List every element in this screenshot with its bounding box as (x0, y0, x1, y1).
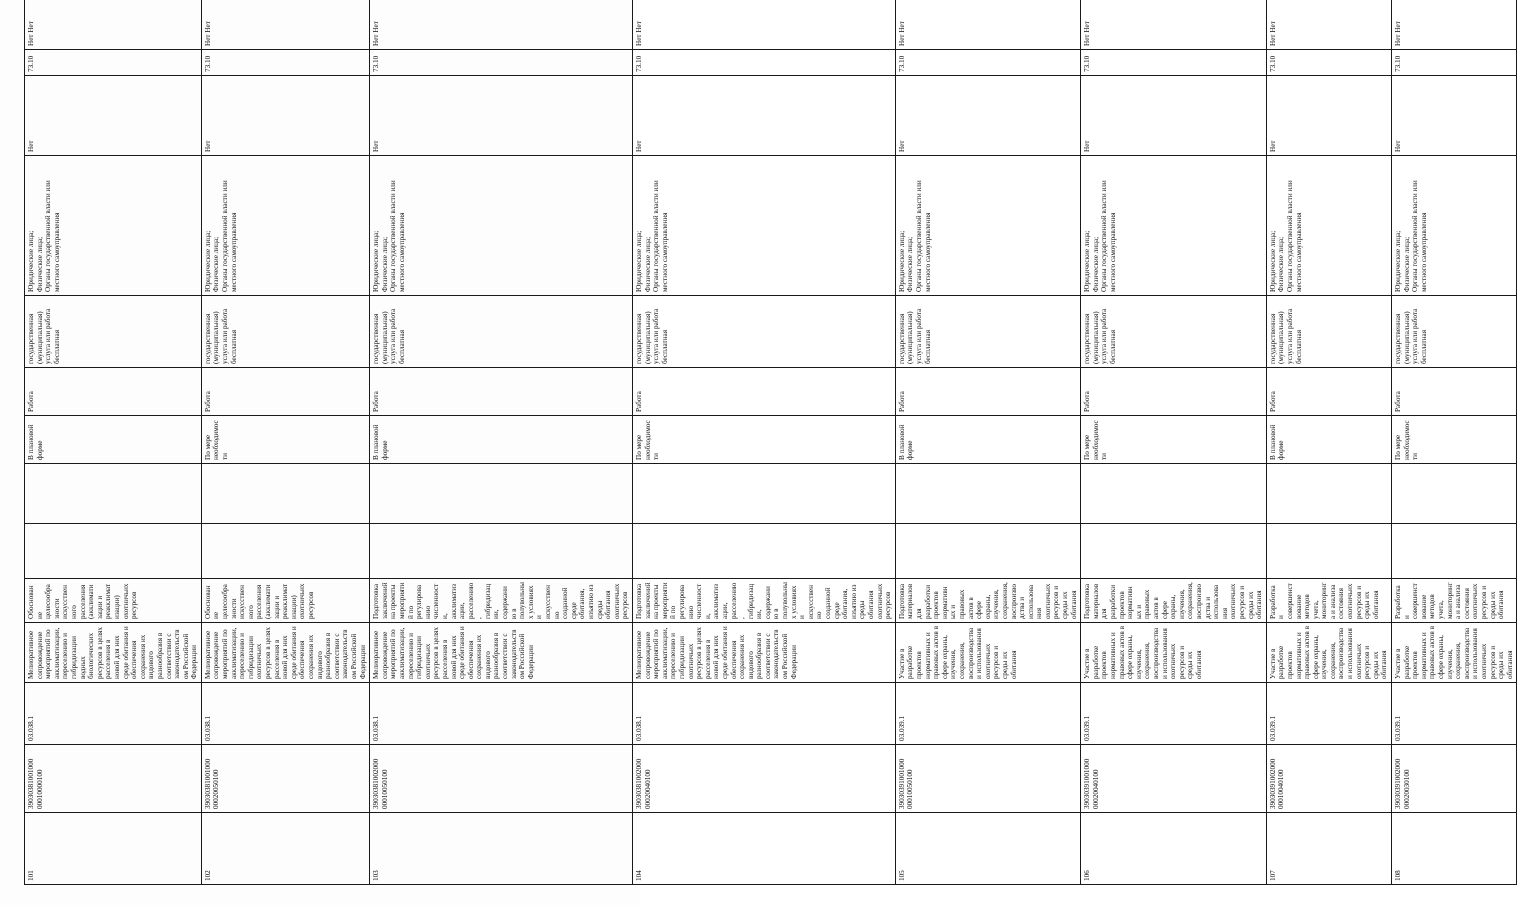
okved2-cell: 73.10 (201, 50, 369, 76)
table-row (25, 0, 202, 885)
payment-cell: государственная (муниципальная) услуга или работа бесплатная (1266, 296, 1391, 368)
okved-cell: 03.039.1 (1266, 683, 1391, 745)
okved2-cell: 73.10 (1081, 50, 1266, 76)
registry-table (24, 0, 1517, 885)
content-cell: Обоснование целесообразности искусственного расселения (акклиматизации и реакклиматизации) охотничьих ресурсов (25, 579, 202, 623)
table-row (1081, 0, 1266, 885)
registry-code-cell: 39030391001000 00010050100 (895, 745, 1080, 813)
rotated-registry-table-container (24, 15, 1514, 885)
form-cell: В плановой форме (1266, 416, 1391, 464)
type-cell: Работа (895, 368, 1080, 416)
okved-cell: 03.038.1 (370, 683, 633, 745)
okved-cell: 03.039.1 (895, 683, 1080, 745)
flags-cell: Нет Нет (632, 0, 895, 50)
condition-cell-2 (632, 464, 895, 524)
content-cell: Обоснование целесообразности искусственного расселения (акклиматизации и реакклиматизации) охотничьих ресурсов (201, 579, 369, 623)
row-number-cell: 104 (632, 813, 895, 885)
type-cell: Работа (1266, 368, 1391, 416)
okved2-cell: 73.10 (25, 50, 202, 76)
table-row (632, 0, 895, 885)
row-number-cell: 105 (895, 813, 1080, 885)
flags-cell: Нет Нет (1266, 0, 1391, 50)
okved-cell: 03.038.1 (201, 683, 369, 745)
okved2-cell: 73.10 (632, 50, 895, 76)
consumers-cell: Юридические лица; Физические лица; Органы государственной власти или местного самоуправления (632, 156, 895, 296)
content-cell: Подготовка заключений на проекты мероприятий по регулированию численности, акклиматизации, расселению, гибридизации, содержанию в полувольных условиях и искусственно созданной среде обитания, изъятию из среды обитания охотничьих ресурсов (370, 579, 633, 623)
service-name-cell: Участие в разработке проектов нормативных и правовых актов в сфере охраны, изучения, сохранения, воспроизводства и использования охотничьих ресурсов и среды их обитания (1266, 623, 1391, 683)
regulation-flag-cell: Нет (370, 76, 633, 156)
condition-cell-2 (201, 464, 369, 524)
registry-code-cell: 39030391001000 00020040100 (1081, 745, 1266, 813)
content-cell: Подготовка материалов для разработки проектов нормативных и правовых актов в сфере охраны, изучения, сохранения, воспроизводства и использования охотничьих ресурсов и среды их обитания (895, 579, 1080, 623)
payment-cell: государственная (муниципальная) услуга или работа бесплатная (201, 296, 369, 368)
type-cell: Работа (1392, 368, 1517, 416)
registry-code-cell: 39030381001000 00010000100 (25, 745, 202, 813)
flags-cell: Нет Нет (1392, 0, 1517, 50)
payment-cell: государственная (муниципальная) услуга или работа бесплатная (370, 296, 633, 368)
table-row (895, 0, 1080, 885)
okved2-cell: 73.10 (1266, 50, 1391, 76)
regulation-flag-cell: Нет (201, 76, 369, 156)
content-cell: Подготовка заключений на проекты мероприятий по регулированию численности, акклиматизации, расселению, гибридизации, содержанию в полувольных условиях и искусственно созданной среде обитания, изъятию из среды обитания охотничьих ресурсов (632, 579, 895, 623)
condition-cell-2 (1081, 464, 1266, 524)
consumers-cell: Юридические лица; Физические лица; Органы государственной власти или местного самоуправления (370, 156, 633, 296)
content-cell: Подготовка материалов для разработки проектов нормативных и правовых актов в сфере охраны, изучения, сохранения, воспроизводства и использования охотничьих ресурсов и среды их обитания (1081, 579, 1266, 623)
condition-cell-1 (25, 524, 202, 579)
payment-cell: государственная (муниципальная) услуга или работа бесплатная (895, 296, 1080, 368)
row-number-cell: 106 (1081, 813, 1266, 885)
flags-cell: Нет Нет (370, 0, 633, 50)
type-cell: Работа (370, 368, 633, 416)
condition-cell-2 (1392, 464, 1517, 524)
row-number-cell: 102 (201, 813, 369, 885)
regulation-flag-cell: Нет (632, 76, 895, 156)
registry-code-cell: 39030381002000 00020040100 (632, 745, 895, 813)
okved-cell: 03.039.1 (1392, 683, 1517, 745)
table-row (370, 0, 633, 885)
service-name-cell: Участие в разработке проектов нормативных и правовых актов в сфере охраны, изучения, сохранения, воспроизводства и использования охотничьих ресурсов и среды их обитания (1392, 623, 1517, 683)
flags-cell: Нет Нет (201, 0, 369, 50)
table-row (1392, 0, 1517, 885)
payment-cell: государственная (муниципальная) услуга или работа бесплатная (25, 296, 202, 368)
table-row (1266, 0, 1391, 885)
payment-cell: государственная (муниципальная) услуга или работа бесплатная (1081, 296, 1266, 368)
service-name-cell: Мелиоративное сопровождение мероприятий по акклиматизации, переселению и гибридизации охотничьих ресурсов в целях расселения в новой для них среде обитания и обеспечения сохранения их видового разнообразия в соответствии с законодательством Российской Федерации (370, 623, 633, 683)
row-number-cell: 103 (370, 813, 633, 885)
consumers-cell: Юридические лица; Физические лица; Органы государственной власти или местного самоуправления (1266, 156, 1391, 296)
service-name-cell: Участие в разработке проектов нормативных и правовых актов в сфере охраны, изучения, сохранения, воспроизводства и использования охотничьих ресурсов и среды их обитания (895, 623, 1080, 683)
flags-cell: Нет Нет (895, 0, 1080, 50)
okved2-cell: 73.10 (895, 50, 1080, 76)
condition-cell-2 (25, 464, 202, 524)
table-row (201, 0, 369, 885)
consumers-cell: Юридические лица; Физические лица; Органы государственной власти или местного самоуправления (201, 156, 369, 296)
condition-cell-1 (370, 524, 633, 579)
consumers-cell: Юридические лица; Физические лица; Органы государственной власти или местного самоуправления (895, 156, 1080, 296)
registry-code-cell: 39030381002000 00010050100 (370, 745, 633, 813)
form-cell: По мере необходимости (201, 416, 369, 464)
form-cell: По мере необходимости (1392, 416, 1517, 464)
condition-cell-1 (1081, 524, 1266, 579)
row-number-cell: 108 (1392, 813, 1517, 885)
content-cell: Разработка и совершенствование методов учета, мониторинга и анализа состояния охотничьих ресурсов и среды их обитания (1392, 579, 1517, 623)
condition-cell-1 (1266, 524, 1391, 579)
registry-code-cell: 39030391002000 00020030100 (1392, 745, 1517, 813)
form-cell: По мере необходимости (632, 416, 895, 464)
okved-cell: 03.038.1 (632, 683, 895, 745)
type-cell: Работа (632, 368, 895, 416)
regulation-flag-cell: Нет (1266, 76, 1391, 156)
regulation-flag-cell: Нет (25, 76, 202, 156)
flags-cell: Нет Нет (25, 0, 202, 50)
form-cell: По мере необходимости (1081, 416, 1266, 464)
okved-cell: 03.038.1 (25, 683, 202, 745)
condition-cell-1 (1392, 524, 1517, 579)
okved-cell: 03.039.1 (1081, 683, 1266, 745)
okved2-cell: 73.10 (1392, 50, 1517, 76)
row-number-cell: 107 (1266, 813, 1391, 885)
regulation-flag-cell: Нет (1081, 76, 1266, 156)
type-cell: Работа (1081, 368, 1266, 416)
payment-cell: государственная (муниципальная) услуга или работа бесплатная (1392, 296, 1517, 368)
form-cell: В плановой форме (895, 416, 1080, 464)
service-name-cell: Участие в разработке проектов нормативных и правовых актов в сфере охраны, изучения, сохранения, воспроизводства и использования охотничьих ресурсов и среды их обитания (1081, 623, 1266, 683)
registry-code-cell: 39030381001000 00020050100 (201, 745, 369, 813)
condition-cell-2 (370, 464, 633, 524)
condition-cell-2 (895, 464, 1080, 524)
registry-code-cell: 39030391002000 00010040100 (1266, 745, 1391, 813)
condition-cell-1 (632, 524, 895, 579)
consumers-cell: Юридические лица; Физические лица; Органы государственной власти или местного самоуправления (1392, 156, 1517, 296)
payment-cell: государственная (муниципальная) услуга или работа бесплатная (632, 296, 895, 368)
service-name-cell: Мелиоративное сопровождение мероприятий по акклиматизации, переселению и гибридизации охотничьих ресурсов в целях расселения в новой для них среде обитания и обеспечения сохранения их видового разнообразия в соответствии с законодательством Российской Федерации (201, 623, 369, 683)
type-cell: Работа (25, 368, 202, 416)
type-cell: Работа (201, 368, 369, 416)
form-cell: В плановой форме (370, 416, 633, 464)
regulation-flag-cell: Нет (1392, 76, 1517, 156)
form-cell: В плановой форме (25, 416, 202, 464)
consumers-cell: Юридические лица; Физические лица; Органы государственной власти или местного самоуправления (25, 156, 202, 296)
condition-cell-1 (201, 524, 369, 579)
content-cell: Разработка и совершенствование методов учета, мониторинга и анализа состояния охотничьих ресурсов и среды их обитания (1266, 579, 1391, 623)
condition-cell-1 (895, 524, 1080, 579)
regulation-flag-cell: Нет (895, 76, 1080, 156)
consumers-cell: Юридические лица; Физические лица; Органы государственной власти или местного самоуправления (1081, 156, 1266, 296)
condition-cell-2 (1266, 464, 1391, 524)
flags-cell: Нет Нет (1081, 0, 1266, 50)
row-number-cell: 101 (25, 813, 202, 885)
service-name-cell: Мелиоративное сопровождение мероприятий по акклиматизации, переселению и гибридизации водных биологических ресурсов в целях расселения в новой для них среде обитания и обеспечения сохранения их видового разнообразия в соответствии с законодательством Российской Федерации (25, 623, 202, 683)
service-name-cell: Мелиоративное сопровождение мероприятий по акклиматизации, переселению и гибридизации охотничьих ресурсов в целях расселения в новой для них среде обитания и обеспечения сохранения их видового разнообразия в соответствии с законодательством Российской Федерации (632, 623, 895, 683)
okved2-cell: 73.10 (370, 50, 633, 76)
